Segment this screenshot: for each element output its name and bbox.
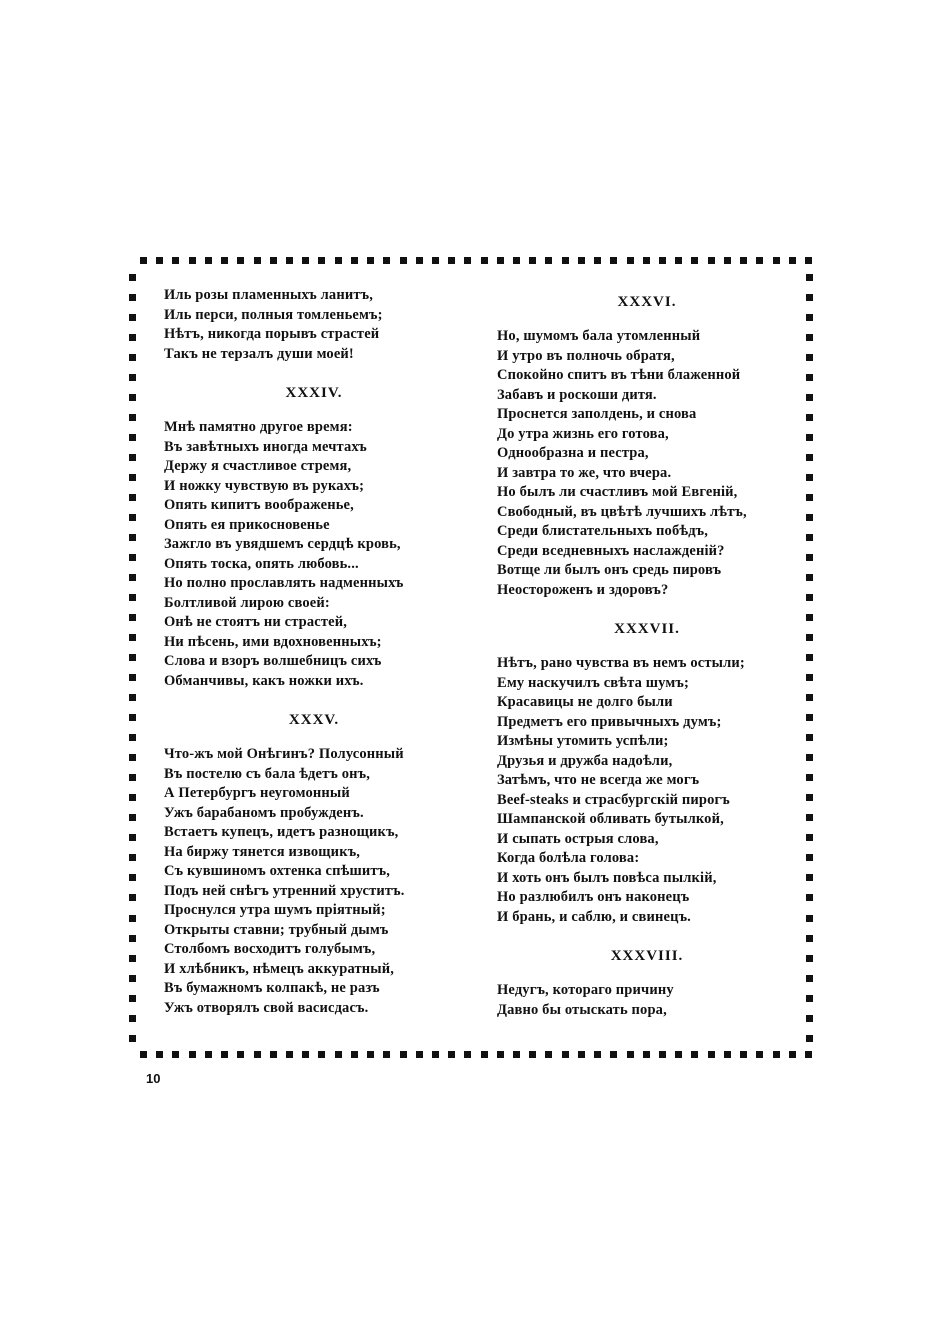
border-square	[270, 257, 277, 264]
border-square	[806, 714, 813, 721]
verse-line: Онѣ не стоятъ ни страстей,	[164, 614, 348, 630]
intro-verse-block	[164, 286, 464, 364]
border-square	[270, 1051, 277, 1058]
verse-line: Предметъ его привычныхъ думъ;	[497, 713, 722, 730]
verse-line: Спокойно спитъ въ тѣни блаженной	[497, 367, 741, 383]
border-square	[610, 257, 617, 264]
border-square	[497, 1051, 504, 1058]
verse-line: Beef-steaks и страсбургскiй пирогъ	[497, 791, 730, 808]
stanza-heading: XXXIV.	[285, 385, 343, 401]
border-square	[129, 834, 136, 841]
border-square	[129, 975, 136, 982]
border-square	[129, 674, 136, 681]
verse-line: Проснулся утра шумъ прiятный;	[164, 902, 386, 918]
border-square	[806, 1035, 813, 1042]
border-square	[806, 534, 813, 541]
border-square	[140, 1051, 147, 1058]
verse-line: Давно бы отыскать пора,	[497, 1001, 667, 1018]
border-square	[129, 494, 136, 501]
verse-line: И завтра то же, что вчера.	[497, 464, 672, 481]
border-square	[129, 634, 136, 641]
border-square	[806, 274, 813, 281]
border-square	[129, 714, 136, 721]
verse-line: Зажгло въ увядшемъ сердцѣ кровь,	[164, 536, 401, 552]
border-square	[367, 257, 374, 264]
border-square	[740, 257, 747, 264]
verse-line: Среди блистательныхъ побѣдъ,	[497, 523, 709, 539]
border-square	[806, 354, 813, 361]
border-square	[724, 257, 731, 264]
border-square	[806, 894, 813, 901]
border-square	[806, 874, 813, 881]
verse-line: На биржу тянется извощикъ,	[164, 843, 361, 860]
border-square	[740, 1051, 747, 1058]
border-square	[806, 995, 813, 1002]
stanza-37-verse-block	[497, 654, 797, 927]
border-square	[513, 1051, 520, 1058]
verse-line: Неостороженъ и здоровъ?	[497, 581, 669, 598]
border-square	[448, 257, 455, 264]
border-square	[432, 1051, 439, 1058]
border-square	[129, 434, 136, 441]
border-square	[156, 257, 163, 264]
bottom-square-border	[140, 1048, 812, 1060]
border-square	[129, 654, 136, 661]
border-square	[610, 1051, 617, 1058]
stanza-34-verse-block	[164, 418, 464, 691]
border-square	[129, 935, 136, 942]
border-square	[129, 514, 136, 521]
border-square	[129, 274, 136, 281]
verse-line: Такъ не терзалъ души моей!	[164, 345, 354, 362]
border-square	[367, 1051, 374, 1058]
left-square-border	[127, 274, 137, 1042]
border-square	[286, 1051, 293, 1058]
verse-line: Однообразна и пестра,	[497, 445, 649, 461]
border-square	[806, 454, 813, 461]
border-square	[254, 1051, 261, 1058]
border-square	[302, 1051, 309, 1058]
verse-line: Опять ея прикосновенье	[164, 516, 330, 533]
border-square	[129, 915, 136, 922]
verse-line: Въ завѣтныхъ иногда мечтахъ	[164, 438, 367, 455]
border-square	[400, 257, 407, 264]
border-square	[806, 574, 813, 581]
border-square	[129, 754, 136, 761]
border-square	[129, 394, 136, 401]
verse-line: Свободный, въ цвѣтѣ лучшихъ лѣтъ,	[497, 503, 747, 520]
border-square	[129, 374, 136, 381]
border-square	[432, 257, 439, 264]
border-square	[129, 794, 136, 801]
border-square	[806, 394, 813, 401]
verse-line: Затѣмъ, что не всегда же могъ	[497, 772, 700, 788]
verse-line: Съ кувшиномъ охтенка спѣшитъ,	[164, 863, 390, 879]
stanza-heading: XXXVIII.	[610, 948, 684, 964]
verse-line: И утро въ полночь обратя,	[497, 347, 675, 364]
verse-line: Красавицы не долго были	[497, 694, 673, 710]
border-square	[643, 257, 650, 264]
verse-line: Подъ ней снѣгъ утренний хруститъ.	[164, 882, 405, 899]
border-square	[806, 915, 813, 922]
verse-line: Болтливой лирою своей:	[164, 594, 330, 611]
border-square	[806, 494, 813, 501]
border-square	[513, 257, 520, 264]
border-square	[789, 257, 796, 264]
verse-line: И сыпать острыя слова,	[497, 830, 659, 847]
border-square	[806, 1015, 813, 1022]
border-square	[806, 734, 813, 741]
border-square	[806, 594, 813, 601]
border-square	[806, 694, 813, 701]
border-square	[481, 257, 488, 264]
border-square	[335, 1051, 342, 1058]
border-square	[383, 257, 390, 264]
border-square	[805, 1051, 812, 1058]
border-square	[129, 774, 136, 781]
border-square	[205, 1051, 212, 1058]
border-square	[691, 257, 698, 264]
border-square	[129, 534, 136, 541]
border-square	[773, 1051, 780, 1058]
border-square	[497, 257, 504, 264]
verse-line: Держу я счастливое стремя,	[164, 458, 352, 474]
verse-line: Нѣтъ, никогда порывъ страстей	[164, 326, 380, 342]
verse-line: Ни пѣсень, ими вдохновенныхъ;	[164, 633, 382, 650]
border-square	[756, 257, 763, 264]
border-square	[578, 1051, 585, 1058]
border-square	[464, 1051, 471, 1058]
border-square	[140, 257, 147, 264]
border-square	[806, 314, 813, 321]
border-square	[806, 774, 813, 781]
border-square	[221, 257, 228, 264]
verse-line: Опять тоска, опять любовь...	[164, 555, 359, 572]
border-square	[400, 1051, 407, 1058]
verse-line: Открыты ставни; трубный дымъ	[164, 921, 389, 938]
border-square	[189, 257, 196, 264]
verse-line: Забавъ и роскоши дитя.	[497, 386, 657, 403]
verse-line: Ужъ отворялъ свой васисдасъ.	[164, 999, 369, 1016]
border-square	[806, 614, 813, 621]
border-square	[464, 257, 471, 264]
verse-line: Ему наскучилъ свѣта шумъ;	[497, 674, 689, 691]
border-square	[806, 474, 813, 481]
border-square	[756, 1051, 763, 1058]
border-square	[659, 257, 666, 264]
border-square	[129, 874, 136, 881]
verse-line: Друзья и дружба надоѣли,	[497, 752, 673, 769]
stanza-35-verse-block	[164, 745, 464, 1018]
verse-line: Недугъ, котораго причину	[497, 982, 674, 998]
border-square	[172, 257, 179, 264]
verse-line: Среди вседневныхъ наслажденiй?	[497, 542, 725, 559]
border-square	[129, 614, 136, 621]
border-square	[351, 257, 358, 264]
border-square	[383, 1051, 390, 1058]
border-square	[806, 955, 813, 962]
stanza-heading: XXXVI.	[617, 294, 677, 310]
border-square	[806, 634, 813, 641]
right-text-column	[497, 286, 797, 1020]
verse-line: И ножку чувствую въ рукахъ;	[164, 477, 365, 494]
border-square	[129, 414, 136, 421]
border-square	[129, 1015, 136, 1022]
verse-line: Но, шумомъ бала утомленный	[497, 328, 701, 344]
stanza-38-verse-block	[497, 981, 797, 1020]
border-square	[708, 257, 715, 264]
border-square	[172, 1051, 179, 1058]
border-square	[806, 334, 813, 341]
verse-line: Нѣтъ, рано чувства въ немъ остыли;	[497, 655, 745, 671]
verse-line: Ужъ барабаномъ пробужденъ.	[164, 804, 364, 821]
border-square	[129, 594, 136, 601]
border-square	[129, 474, 136, 481]
border-square	[129, 955, 136, 962]
border-square	[806, 514, 813, 521]
border-square	[129, 334, 136, 341]
border-square	[675, 257, 682, 264]
border-square	[806, 554, 813, 561]
border-square	[335, 257, 342, 264]
border-square	[578, 257, 585, 264]
verse-line: Въ бумажномъ колпакѣ, не разъ	[164, 980, 380, 996]
border-square	[129, 454, 136, 461]
verse-line: И хоть онъ былъ повѣса пылкiй,	[497, 869, 717, 886]
border-square	[529, 257, 536, 264]
verse-line: Вотще ли былъ онъ средь пировъ	[497, 562, 722, 578]
border-square	[806, 814, 813, 821]
stanza-heading: XXXVII.	[614, 621, 680, 637]
border-square	[302, 257, 309, 264]
border-square	[448, 1051, 455, 1058]
border-square	[724, 1051, 731, 1058]
border-square	[627, 1051, 634, 1058]
border-square	[156, 1051, 163, 1058]
border-square	[594, 1051, 601, 1058]
border-square	[481, 1051, 488, 1058]
border-square	[627, 257, 634, 264]
border-square	[237, 1051, 244, 1058]
left-text-column	[164, 286, 464, 1018]
verse-line: И брань, и саблю, и свинецъ.	[497, 908, 691, 925]
border-square	[806, 794, 813, 801]
border-square	[129, 294, 136, 301]
border-square	[129, 734, 136, 741]
border-square	[545, 257, 552, 264]
border-square	[806, 434, 813, 441]
verse-line: А Петербургъ неугомонный	[164, 785, 350, 801]
border-square	[806, 975, 813, 982]
border-square	[594, 257, 601, 264]
verse-line: Когда болѣла голова:	[497, 850, 640, 866]
stanza-36-verse-block	[497, 327, 797, 600]
border-square	[129, 814, 136, 821]
page-number: 10	[146, 1071, 161, 1086]
border-square	[205, 257, 212, 264]
border-square	[806, 935, 813, 942]
verse-line: Мнѣ памятно другое время:	[164, 419, 353, 435]
border-square	[773, 257, 780, 264]
border-square	[659, 1051, 666, 1058]
verse-line: Иль розы пламенныхъ ланитъ,	[164, 287, 373, 303]
border-square	[416, 1051, 423, 1058]
verse-line: Что-жъ мой Онѣгинъ? Полусонный	[164, 746, 404, 762]
border-square	[286, 257, 293, 264]
border-square	[529, 1051, 536, 1058]
verse-line: Въ постелю съ бала ѣдетъ онъ,	[164, 765, 371, 782]
border-square	[806, 374, 813, 381]
border-square	[129, 314, 136, 321]
right-square-border	[804, 274, 814, 1042]
border-square	[806, 294, 813, 301]
border-square	[545, 1051, 552, 1058]
border-square	[643, 1051, 650, 1058]
verse-line: До утра жизнь его готова,	[497, 425, 669, 442]
border-square	[129, 854, 136, 861]
border-square	[318, 257, 325, 264]
border-square	[562, 257, 569, 264]
border-square	[129, 574, 136, 581]
verse-line: Столбомъ восходитъ голубымъ,	[164, 941, 376, 957]
verse-line: Но полно прославлять надменныхъ	[164, 575, 404, 591]
border-square	[129, 694, 136, 701]
verse-line: Но былъ ли счастливъ мой Евгенiй,	[497, 484, 738, 500]
border-square	[806, 834, 813, 841]
border-square	[416, 257, 423, 264]
verse-line: Встаетъ купецъ, идетъ разнощикъ,	[164, 824, 399, 840]
border-square	[318, 1051, 325, 1058]
verse-line: И хлѣбникъ, нѣмецъ аккуратный,	[164, 960, 395, 977]
border-square	[189, 1051, 196, 1058]
border-square	[806, 754, 813, 761]
border-square	[129, 995, 136, 1002]
border-square	[805, 257, 812, 264]
verse-line: Измѣны утомить успѣли;	[497, 733, 669, 749]
border-square	[129, 1035, 136, 1042]
border-square	[351, 1051, 358, 1058]
border-square	[254, 257, 261, 264]
border-square	[789, 1051, 796, 1058]
verse-line: Обманчивы, какъ ножки ихъ.	[164, 672, 364, 689]
border-square	[129, 554, 136, 561]
border-square	[691, 1051, 698, 1058]
border-square	[129, 354, 136, 361]
border-square	[806, 854, 813, 861]
verse-line: Опять кипитъ воображенье,	[164, 497, 354, 513]
verse-line: Слова и взоръ волшебницъ сихъ	[164, 653, 382, 669]
border-square	[221, 1051, 228, 1058]
verse-line: Шампанской обливать бутылкой,	[497, 811, 724, 827]
border-square	[806, 674, 813, 681]
border-square	[129, 894, 136, 901]
verse-line: Но разлюбилъ онъ наконецъ	[497, 889, 690, 905]
top-square-border	[140, 254, 812, 266]
border-square	[562, 1051, 569, 1058]
stanza-heading: XXXV.	[288, 712, 340, 728]
border-square	[806, 414, 813, 421]
border-square	[675, 1051, 682, 1058]
verse-line: Проснется заполдень, и снова	[497, 406, 697, 422]
border-square	[708, 1051, 715, 1058]
verse-line: Иль перси, полныя томленьемъ;	[164, 306, 383, 323]
border-square	[237, 257, 244, 264]
border-square	[806, 654, 813, 661]
